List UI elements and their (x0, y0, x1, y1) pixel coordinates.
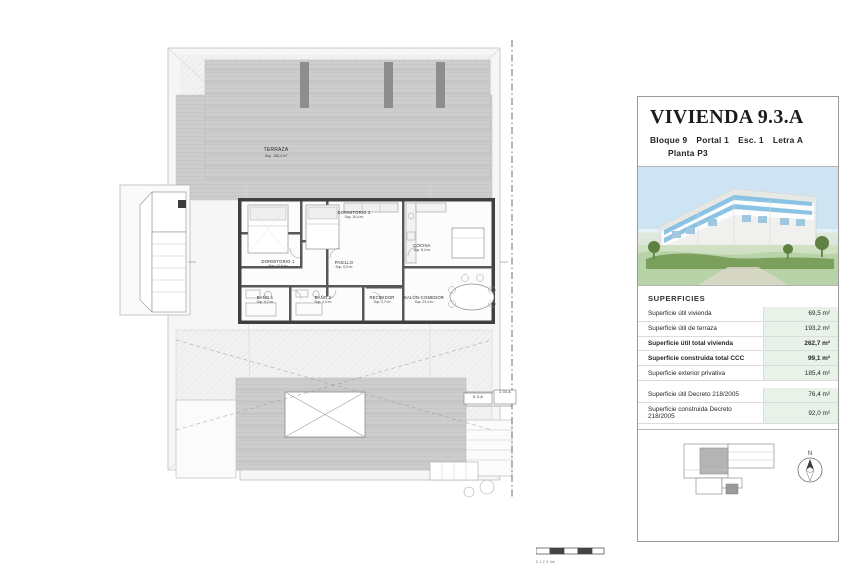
surface-label: Superficie exterior privativa (638, 366, 764, 381)
key-map (638, 429, 838, 508)
table-spacer-row (638, 380, 838, 388)
bloque-label: Bloque 9 (650, 135, 688, 145)
room-label: PASILLO Sup. 5,3 m² (334, 260, 354, 269)
table-row (638, 388, 838, 402)
unit-identifiers (650, 135, 828, 145)
scale-caption: 0 1 2 3 4m (536, 560, 556, 564)
building-rendering-image (638, 167, 838, 286)
surface-label: Superficie construida total CCC (638, 351, 764, 366)
surface-value: 99,1 m² (764, 351, 839, 366)
surface-value: 185,4 m² (764, 366, 839, 381)
surface-value: 69,5 m² (764, 307, 839, 321)
surfaces-section (638, 286, 838, 424)
bed-bedroom-1 (248, 205, 288, 253)
unit-tag-label-2: 2.03.A (499, 390, 511, 394)
surface-label: Superficie útil Decreto 218/2005 (638, 388, 764, 402)
surface-label: Superficie construida Decreto 218/2005 (638, 402, 764, 424)
title-block (638, 97, 838, 167)
surfaces-heading: SUPERFICIES (648, 294, 706, 303)
planta-label: Planta P3 (668, 148, 708, 158)
escalera-label: Esc. 1 (738, 135, 764, 145)
room-label: SALÓN-COMEDOR Sup. 23,4 m² (403, 295, 445, 304)
surface-label: Superficie útil de terraza (638, 321, 764, 336)
table-row (638, 307, 838, 321)
scale-bar (536, 545, 606, 567)
terrace-deck (205, 60, 490, 180)
table-row (638, 351, 838, 366)
north-label: N (807, 451, 813, 458)
room-label: BAÑO 1 Sup. 6,2 m² (256, 295, 274, 304)
surfaces-table (638, 307, 838, 424)
letra-label: Letra A (772, 135, 804, 145)
surface-label: Superficie útil vivienda (638, 307, 764, 321)
table-row (638, 336, 838, 351)
page-title: VIVIENDA 9.3.A (650, 106, 804, 128)
surface-label: Superficie útil total vivienda (638, 336, 764, 351)
room-label: COCINA Sup. 8,4 m² (413, 243, 431, 252)
room-label: TERRAZA Sup. 185,4 m² (263, 147, 289, 158)
table-row (638, 321, 838, 336)
room-label: RECIBIDOR Sup. 2,7 m² (369, 295, 395, 304)
surface-value: 92,0 m² (764, 402, 839, 424)
table-row (638, 366, 838, 381)
room-label: DORMITORIO 1 Sup. 12,6 m² (261, 259, 295, 268)
room-label: BAÑO 2 Sup. 4,3 m² (314, 295, 332, 304)
surface-value: 262,7 m² (764, 336, 839, 351)
surface-value: 76,4 m² (764, 388, 839, 402)
table-row (638, 402, 838, 424)
info-panel (637, 96, 839, 542)
surface-value: 193,2 m² (764, 321, 839, 336)
unit-tag-label: 9.3.A (472, 394, 484, 399)
room-label: DORMITORIO 2 Sup. 16,4 m² (337, 210, 371, 219)
compass-rose-icon (798, 458, 822, 482)
portal-label: Portal 1 (696, 135, 730, 145)
